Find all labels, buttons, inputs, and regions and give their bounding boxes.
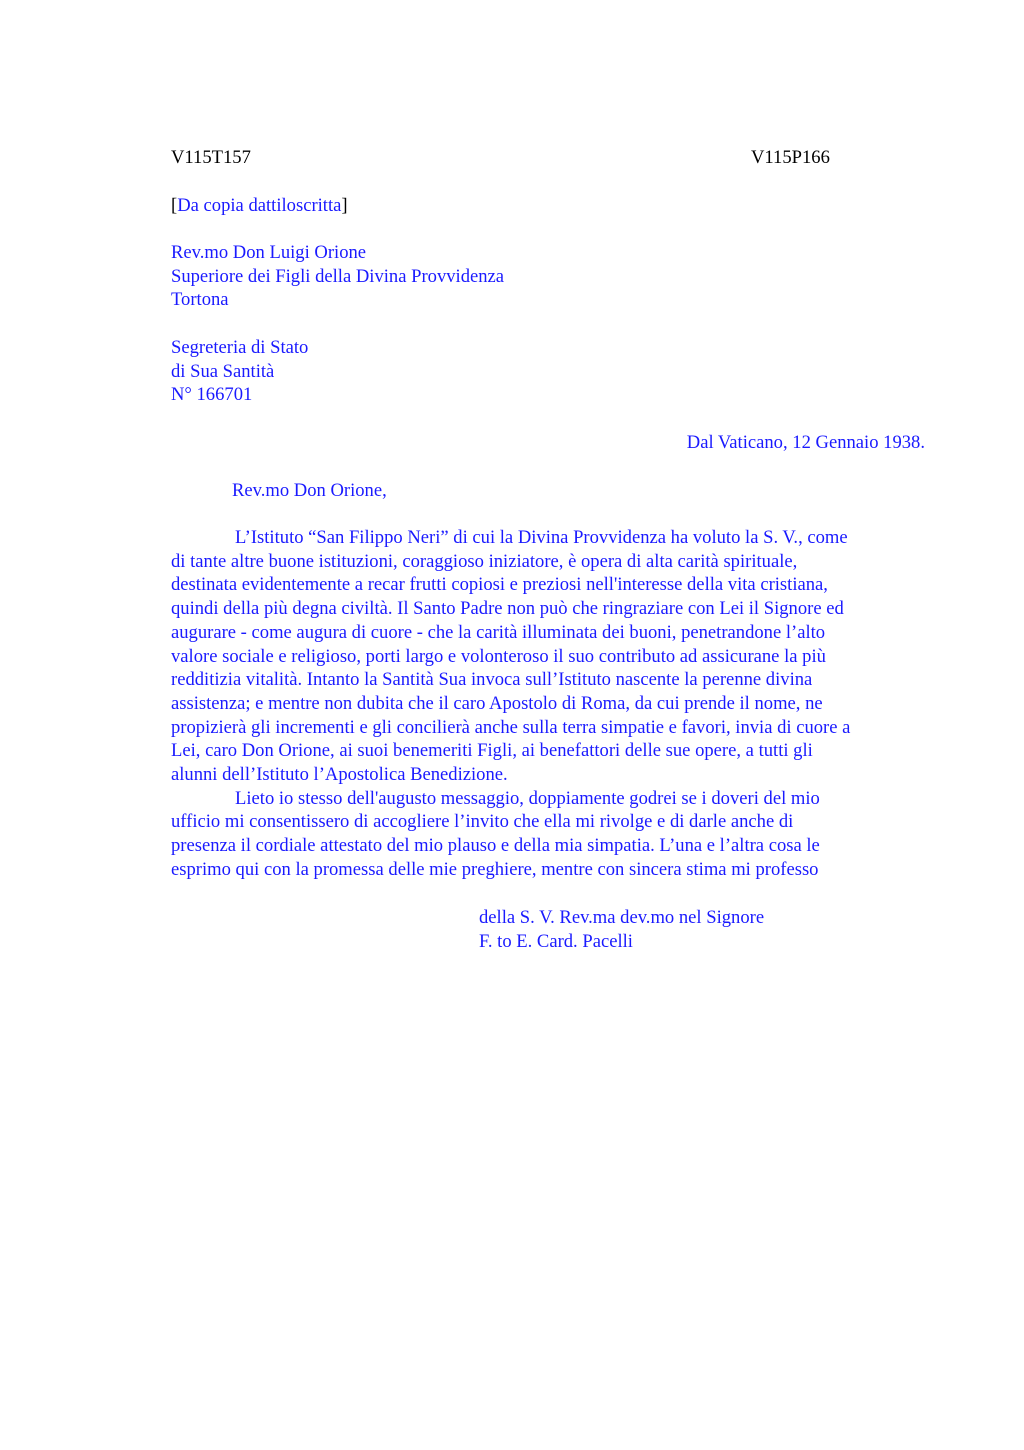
paragraph-line: Lei, caro Don Orione, ai suoi benemeriti Figli, ai benefattori delle sue opere, a tutti gli bbox=[171, 740, 813, 762]
body-paragraph-1 bbox=[171, 526, 931, 787]
recipient-title: Superiore dei Figli della Divina Provvidenza bbox=[171, 265, 505, 287]
paragraph-line: L’Istituto “San Filippo Neri” di cui la Divina Provvidenza ha voluto la S. V., come bbox=[235, 527, 848, 548]
salutation: Rev.mo Don Orione, bbox=[232, 480, 387, 501]
document-code-left: V115T157 bbox=[171, 147, 251, 168]
document-code-right: V115P166 bbox=[751, 147, 830, 168]
recipient-city: Tortona bbox=[171, 289, 229, 311]
paragraph-line: redditizia vitalità. Intanto la Santità Sua invoca sull’Istituto nascente la perenne divina bbox=[171, 669, 813, 691]
source-note-bracket-close: ] bbox=[341, 195, 348, 216]
paragraph-line: assistenza; e mentre non dubita che il caro Apostolo di Roma, da cui prende il nome, ne bbox=[171, 692, 823, 714]
paragraph-line: alunni dell’Istituto l’Apostolica Benedizione. bbox=[171, 764, 508, 786]
paragraph-line: esprimo qui con la promessa delle mie preghiere, mentre con sincera stima mi professo bbox=[171, 858, 819, 880]
closing-formula: della S. V. Rev.ma dev.mo nel Signore bbox=[479, 907, 765, 928]
sender-office-line-2: di Sua Santità bbox=[171, 360, 275, 382]
source-note bbox=[171, 194, 348, 218]
paragraph-line: augurare - come augura di cuore - che la carità illuminata dei buoni, penetrandone l’alto bbox=[171, 621, 826, 643]
letter-date: Dal Vaticano, 12 Gennaio 1938. bbox=[686, 432, 925, 453]
protocol-number: N° 166701 bbox=[171, 384, 253, 406]
paragraph-line: di tante altre buone istituzioni, coraggioso iniziatore, è opera di alta carità spirituale, bbox=[171, 550, 798, 572]
sender-office: Segreteria di Stato bbox=[171, 337, 309, 358]
closing-signature bbox=[479, 906, 764, 953]
paragraph-line: propizierà gli incrementi e gli concilierà anche sulla terra simpatie e favori, invia di cuore a bbox=[171, 716, 851, 738]
paragraph-line: ufficio mi consentissero di accogliere l’invito che ella mi rivolge e di darle anche di bbox=[171, 811, 794, 833]
source-note-text: Da copia dattiloscritta bbox=[177, 195, 342, 216]
paragraph-line: presenza il cordiale attestato del mio plauso e della mia simpatia. L’una e l’altra cosa le bbox=[171, 835, 820, 857]
recipient-address bbox=[171, 241, 504, 312]
paragraph-line: quindi della più degna civiltà. Il Santo Padre non può che ringraziare con Lei il Signore ed bbox=[171, 598, 844, 620]
source-note-bracket-open: [ bbox=[171, 195, 178, 216]
letter-body bbox=[171, 526, 931, 882]
paragraph-line: destinata evidentemente a recar frutti copiosi e preziosi nell'interesse della vita cristiana, bbox=[171, 574, 828, 596]
body-paragraph-2 bbox=[171, 787, 931, 882]
sender-block bbox=[171, 336, 308, 407]
paragraph-line: Lieto io stesso dell'augusto messaggio, doppiamente godrei se i doveri del mio bbox=[235, 787, 820, 809]
paragraph-line: valore sociale e religioso, porti largo e volonteroso il suo contributo ad assicurane la più bbox=[171, 645, 826, 667]
recipient-name: Rev.mo Don Luigi Orione bbox=[171, 242, 367, 263]
signature: F. to E. Card. Pacelli bbox=[479, 930, 633, 952]
